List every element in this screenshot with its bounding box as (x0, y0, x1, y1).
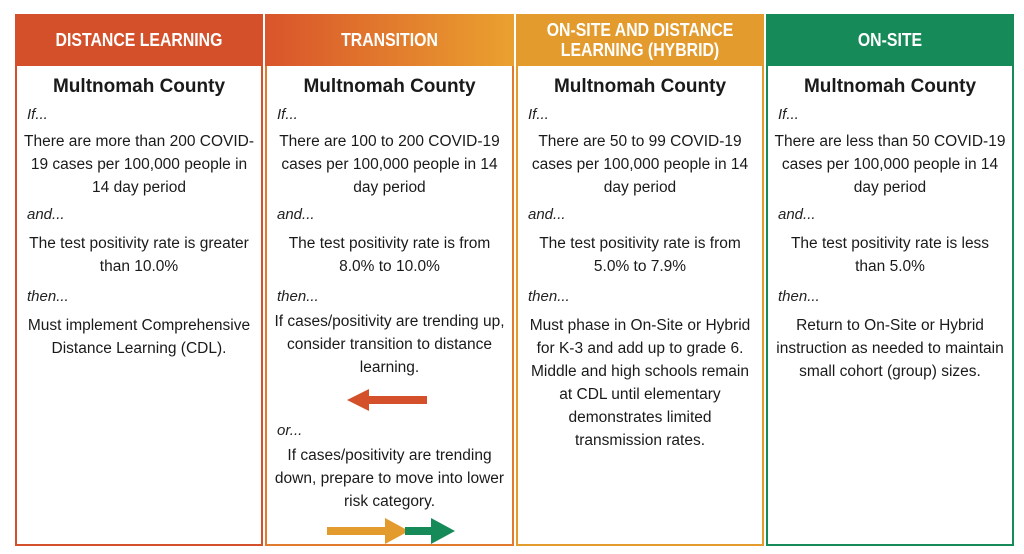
column-body (15, 66, 263, 546)
column-on-site (766, 14, 1014, 546)
and-label: and... (27, 206, 65, 223)
result-text: Return to On-Site or Hybrid instruction as needed to maintain small cohort (group) sizes. (776, 317, 1004, 380)
right-arrow-icon (327, 518, 457, 544)
result-text: Must implement Comprehensive Distance Learning (CDL). (27, 317, 251, 357)
positivity-text: The test positivity rate is from 5.0% to 7.9% (539, 235, 741, 275)
county-title: Multnomah County (303, 76, 476, 97)
and-label: and... (528, 206, 566, 223)
column-header: ON-SITE AND DISTANCE LEARNING (HYBRID) (546, 20, 734, 60)
column-header-bg (265, 14, 514, 66)
column-distance-learning (15, 14, 263, 546)
and-label: and... (277, 206, 315, 223)
column-transition (265, 14, 514, 546)
then-label: then... (277, 288, 319, 305)
cases-text: There are 50 to 99 COVID-19 cases per 100,000 people in 14 day period (531, 133, 749, 196)
result-text: If cases/positivity are trending up, consider transition to distance learning. (274, 313, 505, 376)
if-label: If... (27, 106, 48, 123)
column-header-bg (516, 14, 764, 66)
then-label: then... (528, 288, 570, 305)
column-hybrid (516, 14, 764, 546)
positivity-text: The test positivity rate is from 8.0% to 10.0% (288, 235, 491, 275)
if-label: If... (277, 106, 298, 123)
result-text: Must phase in On-Site or Hybrid for K-3 and add up to grade 6. Middle and high schools remain at CDL until elementary demonstrates limited transmission rates. (529, 317, 751, 449)
then-label: then... (27, 288, 69, 305)
cases-text: There are less than 50 COVID-19 cases per 100,000 people in 14 day period (774, 133, 1006, 196)
column-header: ON-SITE (857, 30, 923, 50)
cases-text: There are more than 200 COVID-19 cases per 100,000 people in 14 day period (23, 133, 255, 196)
if-label: If... (528, 106, 549, 123)
then-label: then... (778, 288, 820, 305)
cases-text: There are 100 to 200 COVID-19 cases per 100,000 people in 14 day period (279, 133, 500, 196)
and-label: and... (778, 206, 816, 223)
positivity-text: The test positivity rate is greater than 10.0% (29, 235, 249, 275)
column-header-bg (766, 14, 1014, 66)
column-body (766, 66, 1014, 546)
positivity-text: The test positivity rate is less than 5.0% (790, 235, 990, 275)
column-header: DISTANCE LEARNING (55, 30, 223, 50)
column-body (265, 66, 514, 546)
column-header: TRANSITION (341, 30, 438, 50)
if-label: If... (778, 106, 799, 123)
left-arrow-icon (347, 388, 429, 412)
county-title: Multnomah County (553, 76, 727, 97)
alt-text: If cases/positivity are trending down, prepare to move into lower risk category. (274, 447, 505, 510)
column-header-bg (15, 14, 263, 66)
county-title: Multnomah County (803, 76, 977, 97)
county-title: Multnomah County (52, 76, 226, 97)
or-label: or... (277, 422, 303, 439)
column-body (516, 66, 764, 546)
